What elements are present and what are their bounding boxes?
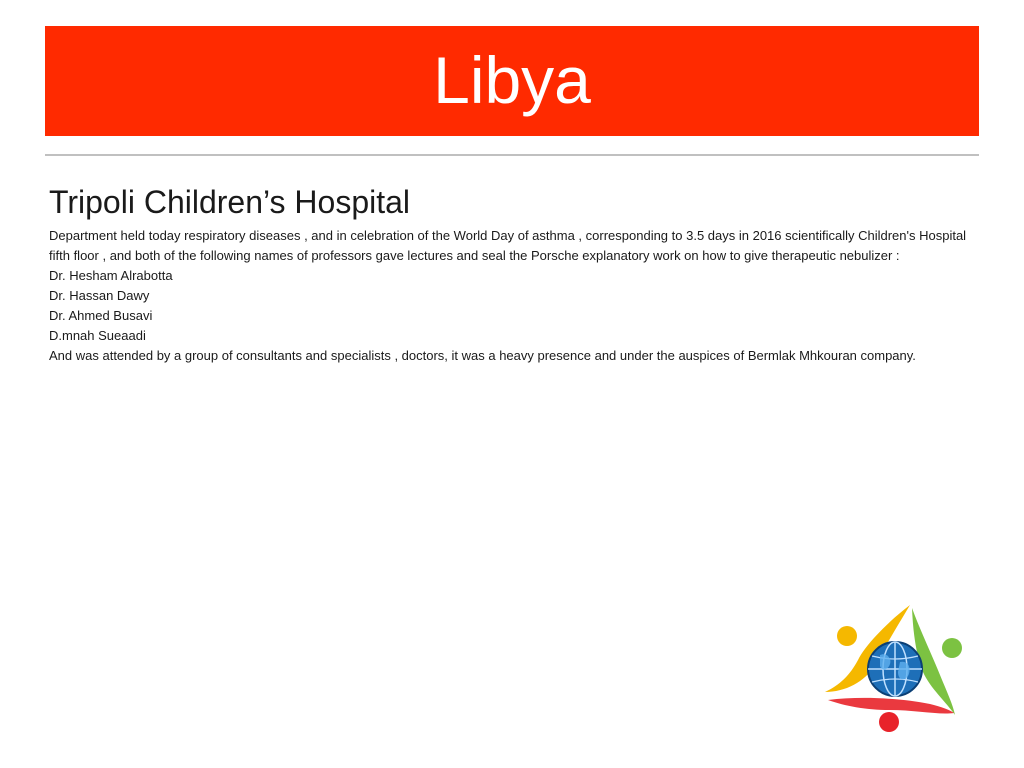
globe-figures-logo-icon xyxy=(820,600,965,740)
speaker-name: D.mnah Sueaadi xyxy=(49,328,146,343)
logo-green-head xyxy=(942,638,962,658)
slide-subtitle: Tripoli Children’s Hospital xyxy=(49,184,411,220)
logo-yellow-head xyxy=(837,626,857,646)
speaker-name: Dr. Hesham Alrabotta xyxy=(49,268,173,283)
logo-red-head xyxy=(879,712,899,732)
closing-paragraph: And was attended by a group of consultants and specialists , doctors, it was a heavy presence and under the auspices of Bermlak Mhkouran company. xyxy=(49,348,916,363)
body-text-block xyxy=(49,226,969,366)
slide-content xyxy=(49,182,969,366)
logo-red-arm xyxy=(828,698,954,714)
intro-paragraph: Department held today respiratory diseases , and in celebration of the World Day of asthma , corresponding to 3.5 days in 2016 scientifically Children's Hospital fifth floor , and both of the following names of professors gave lectures and seal the Porsche explanatory work on how to give therapeutic nebulizer : xyxy=(49,228,967,263)
slide-title: Libya xyxy=(433,43,591,117)
title-banner xyxy=(45,26,979,136)
title-divider xyxy=(45,154,979,156)
speaker-name: Dr. Ahmed Busavi xyxy=(49,308,153,323)
speaker-name: Dr. Hassan Dawy xyxy=(49,288,150,303)
